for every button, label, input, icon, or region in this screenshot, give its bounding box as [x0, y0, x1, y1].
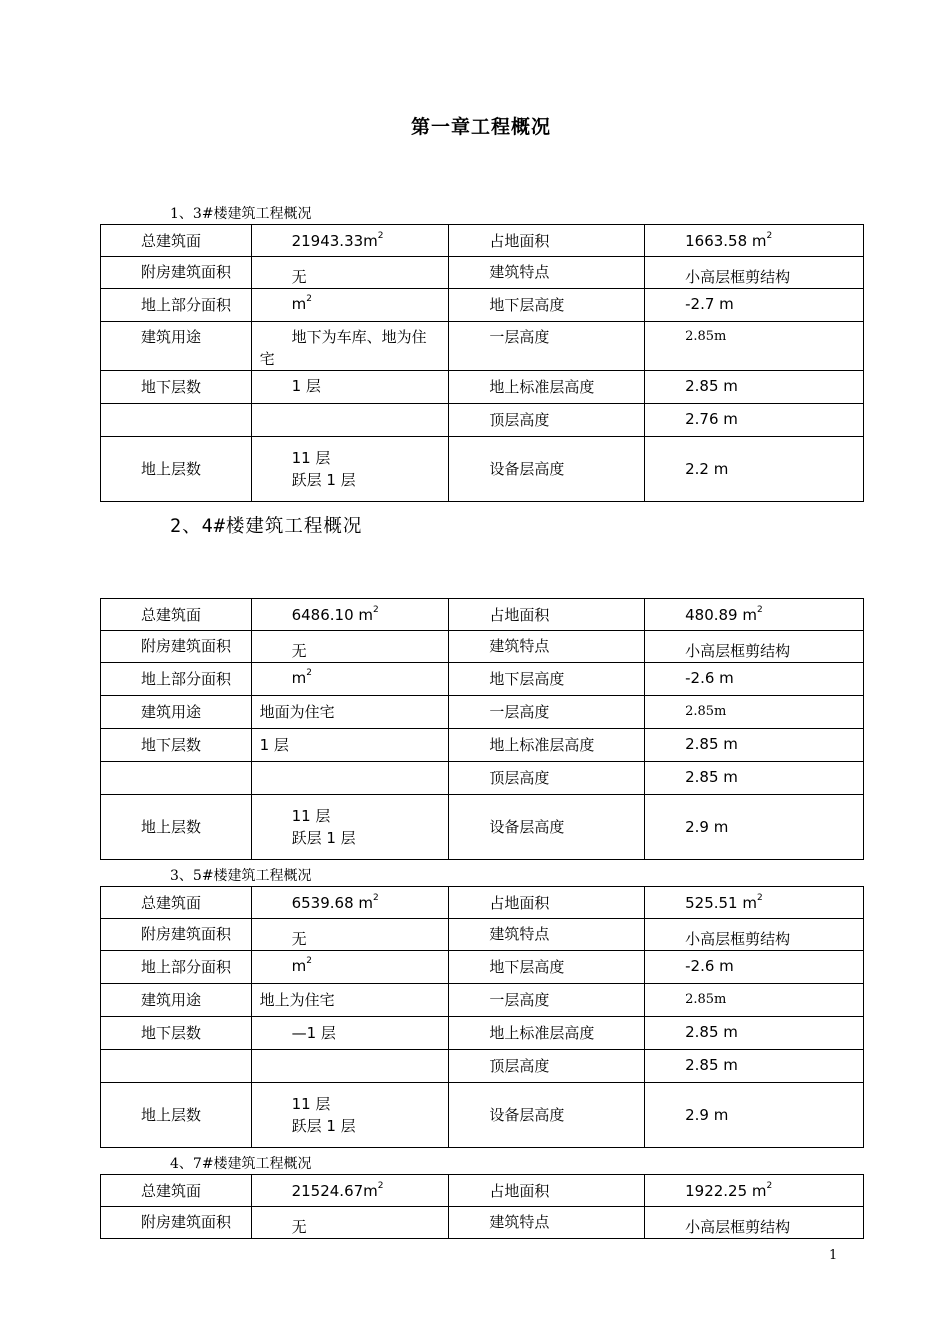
cell-label: 地上层数 — [101, 795, 252, 860]
section-heading-5: 3、5#楼建筑工程概况 — [170, 868, 312, 884]
superscript: 2 — [306, 668, 312, 678]
table-row — [101, 1207, 864, 1239]
value-text: m — [291, 957, 307, 975]
cell-label: 地下层高度 — [449, 663, 645, 696]
cell-value: 2.85 m — [645, 371, 864, 404]
value-line: 11 层 — [291, 449, 331, 467]
cell-value: 2.76 m — [645, 404, 864, 437]
cell-label: 建筑特点 — [449, 257, 645, 289]
table-row — [101, 1017, 864, 1050]
value-line: 11 层 — [291, 807, 331, 825]
cell-value: 1 层 — [251, 729, 449, 762]
cell-label: 建筑特点 — [449, 631, 645, 663]
cell-label: 设备层高度 — [449, 1083, 645, 1148]
cell-label: 地上部分面积 — [101, 289, 252, 322]
spec-table-4 — [100, 598, 864, 860]
cell-label: 顶层高度 — [449, 762, 645, 795]
cell-label: 总建筑面 — [101, 599, 252, 631]
table-row — [101, 371, 864, 404]
section-heading-4: 2、4#楼建筑工程概况 — [170, 516, 363, 537]
cell-value — [251, 951, 449, 984]
table-row — [101, 919, 864, 951]
superscript: 2 — [756, 604, 763, 615]
table-row — [101, 887, 864, 919]
value-text: m — [291, 295, 307, 313]
table-row — [101, 663, 864, 696]
superscript: 2 — [766, 230, 773, 241]
cell-label: 顶层高度 — [449, 1050, 645, 1083]
cell-label: 建筑用途 — [101, 696, 252, 729]
cell-value — [251, 1083, 449, 1148]
cell-value: 2.85m — [645, 322, 864, 371]
cell-value — [645, 887, 864, 919]
table-row — [101, 437, 864, 502]
superscript: 2 — [306, 294, 312, 304]
cell-label: 地上部分面积 — [101, 951, 252, 984]
value-line: 宅 — [259, 350, 275, 368]
cell-value: 2.85m — [645, 696, 864, 729]
superscript: 2 — [373, 892, 379, 903]
table-row — [101, 257, 864, 289]
value-text: 21524.67m — [291, 1181, 378, 1200]
chapter-title: 第一章工程概况 — [410, 116, 551, 138]
table-row — [101, 404, 864, 437]
value-line: 跃层 1 层 — [291, 471, 356, 489]
table-row — [101, 795, 864, 860]
table-row — [101, 1083, 864, 1148]
table-row — [101, 729, 864, 762]
table-row — [101, 762, 864, 795]
cell-label: 地上层数 — [101, 437, 252, 502]
cell-value: 2.85m — [645, 984, 864, 1017]
cell-value: 小高层框剪结构 — [645, 631, 864, 663]
cell-label: 附房建筑面积 — [101, 257, 252, 289]
value-line: 跃层 1 层 — [291, 1117, 356, 1135]
table-row — [101, 631, 864, 663]
cell-label: 一层高度 — [449, 696, 645, 729]
value-line: 11 层 — [291, 1095, 331, 1113]
cell-value: 无 — [251, 257, 449, 289]
cell-value — [251, 599, 449, 631]
table-row — [101, 289, 864, 322]
spec-table-5 — [100, 886, 864, 1148]
cell-value: 2.2 m — [645, 437, 864, 502]
cell-value: 地面为住宅 — [251, 696, 449, 729]
value-text: 1922.25 m — [685, 1181, 767, 1200]
cell-label: 地下层高度 — [449, 951, 645, 984]
cell-label: 建筑特点 — [449, 919, 645, 951]
cell-label: 地下层数 — [101, 371, 252, 404]
cell-label: 附房建筑面积 — [101, 631, 252, 663]
cell-label: 一层高度 — [449, 322, 645, 371]
cell-label: 地下层数 — [101, 1017, 252, 1050]
cell-empty — [251, 1050, 449, 1083]
cell-value — [645, 599, 864, 631]
cell-value — [251, 437, 449, 502]
cell-value: 小高层框剪结构 — [645, 257, 864, 289]
value-text: 1663.58 m — [685, 231, 767, 250]
cell-empty — [251, 404, 449, 437]
cell-value: -2.6 m — [645, 663, 864, 696]
cell-empty — [251, 762, 449, 795]
cell-value: 地上为住宅 — [251, 984, 449, 1017]
spec-table-7 — [100, 1174, 864, 1239]
cell-label: 总建筑面 — [101, 887, 252, 919]
cell-label: 附房建筑面积 — [101, 919, 252, 951]
cell-label: 地上标准层高度 — [449, 1017, 645, 1050]
cell-value — [645, 1175, 864, 1207]
cell-value — [251, 887, 449, 919]
cell-value: 小高层框剪结构 — [645, 1207, 864, 1239]
superscript: 2 — [306, 956, 312, 966]
cell-label: 建筑特点 — [449, 1207, 645, 1239]
table-row — [101, 951, 864, 984]
section-heading-3: 1、3#楼建筑工程概况 — [170, 206, 312, 222]
cell-label: 占地面积 — [449, 225, 645, 257]
cell-value: 2.85 m — [645, 729, 864, 762]
cell-label: 设备层高度 — [449, 795, 645, 860]
cell-value — [251, 663, 449, 696]
cell-label: 地上标准层高度 — [449, 371, 645, 404]
cell-label: 建筑用途 — [101, 322, 252, 371]
superscript: 2 — [377, 230, 384, 241]
value-text: 6486.10 m — [291, 605, 373, 624]
cell-label: 一层高度 — [449, 984, 645, 1017]
table-row — [101, 1175, 864, 1207]
page-number: 1 — [829, 1248, 838, 1263]
cell-empty — [101, 1050, 252, 1083]
table-row — [101, 1050, 864, 1083]
table-row — [101, 696, 864, 729]
value-text: 6539.68 m — [291, 893, 373, 912]
cell-empty — [101, 762, 252, 795]
cell-label: 地上部分面积 — [101, 663, 252, 696]
cell-value — [251, 322, 449, 371]
cell-label: 顶层高度 — [449, 404, 645, 437]
cell-label: 占地面积 — [449, 887, 645, 919]
cell-label: 占地面积 — [449, 599, 645, 631]
cell-value: —1 层 — [251, 1017, 449, 1050]
cell-label: 总建筑面 — [101, 225, 252, 257]
cell-value: 无 — [251, 631, 449, 663]
cell-value: -2.7 m — [645, 289, 864, 322]
cell-label: 地上标准层高度 — [449, 729, 645, 762]
cell-label: 地下层数 — [101, 729, 252, 762]
value-line: 地下为车库、地为住 — [291, 328, 427, 346]
table-row — [101, 599, 864, 631]
superscript: 2 — [756, 892, 763, 903]
cell-value: 无 — [251, 919, 449, 951]
cell-label: 占地面积 — [449, 1175, 645, 1207]
cell-value — [251, 1175, 449, 1207]
cell-value: 2.9 m — [645, 795, 864, 860]
section-heading-7: 4、7#楼建筑工程概况 — [170, 1156, 312, 1172]
cell-value: 无 — [251, 1207, 449, 1239]
cell-value: 2.9 m — [645, 1083, 864, 1148]
cell-label: 地下层高度 — [449, 289, 645, 322]
superscript: 2 — [766, 1180, 773, 1191]
cell-value: 1 层 — [251, 371, 449, 404]
table-row — [101, 322, 864, 371]
cell-value: 2.85 m — [645, 1050, 864, 1083]
cell-label: 附房建筑面积 — [101, 1207, 252, 1239]
cell-value — [251, 795, 449, 860]
value-text: 525.51 m — [685, 893, 757, 912]
value-text: 21943.33m — [291, 231, 378, 250]
cell-value: 2.85 m — [645, 762, 864, 795]
cell-value — [251, 289, 449, 322]
value-line: 跃层 1 层 — [291, 829, 356, 847]
superscript: 2 — [377, 1180, 384, 1191]
cell-label: 总建筑面 — [101, 1175, 252, 1207]
table-row — [101, 984, 864, 1017]
cell-value — [645, 225, 864, 257]
spec-table-3 — [100, 224, 864, 502]
value-text: m — [291, 669, 307, 687]
cell-label: 地上层数 — [101, 1083, 252, 1148]
cell-value: 小高层框剪结构 — [645, 919, 864, 951]
cell-value: 2.85 m — [645, 1017, 864, 1050]
table-row — [101, 225, 864, 257]
cell-value: -2.6 m — [645, 951, 864, 984]
superscript: 2 — [373, 604, 379, 615]
value-text: 480.89 m — [685, 605, 757, 624]
cell-value — [251, 225, 449, 257]
cell-empty — [101, 404, 252, 437]
cell-label: 建筑用途 — [101, 984, 252, 1017]
cell-label: 设备层高度 — [449, 437, 645, 502]
